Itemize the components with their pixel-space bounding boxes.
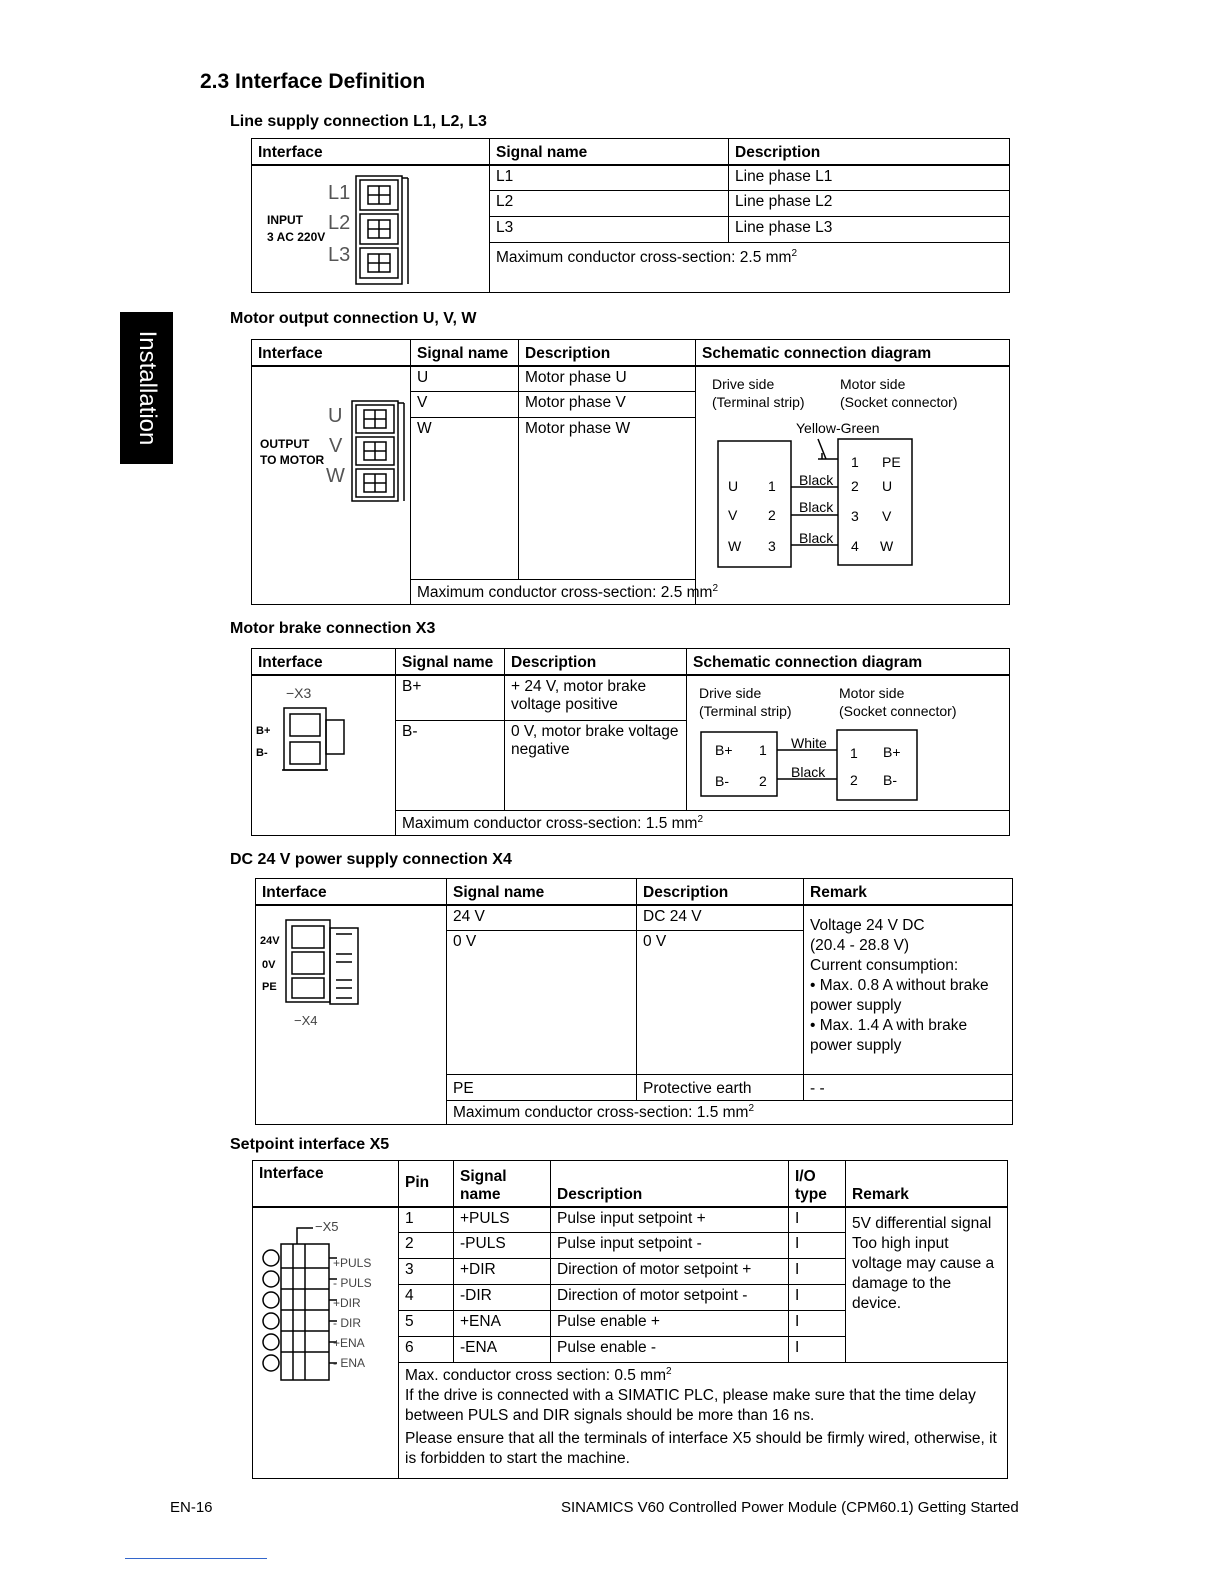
pin-1: 1 [399,1207,454,1233]
header-schematic: Schematic connection diagram [696,340,1010,366]
terminal-label-l3: L3 [328,243,351,266]
line-supply-interface-cell [252,165,490,293]
drive-term-num-1: 1 [768,477,776,494]
signal-dir-plus: +DIR [454,1259,551,1285]
signal-w: W [411,418,519,580]
desc-0v: 0 V [637,931,804,1075]
motor-term-v: V [882,507,892,524]
io-4: I [789,1285,846,1311]
setpoint-interface-cell [253,1207,399,1479]
side-tab [120,312,173,464]
pin-label-3: +DIR [333,1295,361,1310]
ac-label: 3 AC 220V [267,229,326,244]
x4-label: −X4 [294,1012,318,1028]
dc24-interface-cell [256,905,447,1125]
pin-label-2: - PULS [333,1275,372,1290]
motor-term-num-3: 3 [851,507,859,524]
header-remark: Remark [804,879,1013,905]
setpoint-table [252,1160,1008,1479]
setpoint-notes [399,1363,1008,1479]
remark-line-1: Voltage 24 V DC [810,916,925,934]
desc-24v: DC 24 V [637,905,804,931]
signal-l3: L3 [490,217,729,243]
signal-bplus: B+ [396,675,505,721]
drive-term-num-2: 2 [759,772,767,789]
motor-term-num-2: 2 [850,771,858,788]
header-signal-name: Signal name [411,340,519,366]
header-description: Description [729,139,1010,165]
header-interface: Interface [256,879,447,905]
motor-output-terminal-image [252,367,410,607]
header-schematic: Schematic connection diagram [687,649,1010,675]
header-signal-name: Signal name [447,879,637,905]
desc-l1: Line phase L1 [729,165,1010,191]
signal-u: U [411,366,519,392]
io-1: I [789,1207,846,1233]
signal-pe: PE [447,1075,637,1101]
drive-term-u: U [728,477,739,494]
signal-dir-minus: -DIR [454,1285,551,1311]
motor-term-bminus: B- [883,771,897,788]
x5-label: −X5 [315,1218,339,1234]
wire-label-3: Black [799,529,834,546]
remark-bullet-1: • Max. 0.8 A without brake power supply [810,976,1006,1016]
label-0v: 0V [262,958,276,971]
remark-bullet-2: • Max. 1.4 A with brake power supply [810,1016,1006,1056]
pin-label-1: +PULS [333,1255,372,1270]
motor-side-label: Motor side [840,375,906,392]
desc-dir-minus: Direction of motor setpoint - [551,1285,789,1311]
header-io-type: I/O type [789,1161,846,1207]
signal-ena-plus: +ENA [454,1311,551,1337]
signal-bminus: B- [396,721,505,811]
signal-v: V [411,392,519,418]
motor-output-table [251,339,1010,605]
wire-label-black: Black [791,763,826,780]
terminal-label-l1: L1 [328,181,351,204]
header-interface: Interface [253,1161,399,1207]
line-supply-table [251,138,1010,293]
signal-24v: 24 V [447,905,637,931]
motor-term-bplus: B+ [883,743,901,760]
section-heading-motor-brake: Motor brake connection X3 [230,620,436,637]
dc24-table [255,878,1013,1125]
setpoint-note-3: Please ensure that all the terminals of interface X5 should be firmly wired, otherwise, it is forbidden to start the machine. [405,1430,997,1467]
motor-term-num-4: 4 [851,537,859,554]
desc-u: Motor phase U [519,366,696,392]
wire-label-1: Black [799,471,834,488]
header-interface: Interface [252,649,396,675]
header-interface: Interface [252,340,411,366]
section-heading-dc24: DC 24 V power supply connection X4 [230,851,512,868]
setpoint-note-1: Max. conductor cross section: 0.5 $mm^2$ [405,1365,672,1384]
motor-brake-note: Maximum conductor cross-section: 1.5 $mm^2$ [396,811,1010,836]
io-3: I [789,1259,846,1285]
dc24-connector-image [256,906,446,1128]
desc-dir-plus: Direction of motor setpoint + [551,1259,789,1285]
footer-document-title: SINAMICS V60 Controlled Power Module (CPM60.1) Getting Started [561,1499,1019,1516]
motor-term-u: U [882,477,893,494]
footer-link-underline [125,1558,267,1559]
desc-ena-plus: Pulse enable + [551,1311,789,1337]
motor-brake-schematic [687,675,1010,811]
bminus-label: B- [256,746,268,759]
pin-5: 5 [399,1311,454,1337]
header-description: Description [505,649,687,675]
desc-bplus: + 24 V, motor brake voltage positive [505,675,687,721]
pin-2: 2 [399,1233,454,1259]
motor-term-num-1: 1 [850,744,858,761]
setpoint-connector-image [253,1208,398,1478]
terminal-label-l2: L2 [328,211,351,234]
label-pe: PE [262,980,277,993]
header-signal-name: Signal name [396,649,505,675]
signal-ena-minus: -ENA [454,1337,551,1363]
label-24v: 24V [260,934,280,947]
drive-side-label: Drive side [712,375,775,392]
header-interface: Interface [252,139,490,165]
drive-term-v: V [728,506,738,523]
desc-l3: Line phase L3 [729,217,1010,243]
setpoint-remark: 5V differential signal Too high input voltage may cause a damage to the device. [846,1207,1008,1363]
signal-puls-minus: -PULS [454,1233,551,1259]
line-supply-note: Maximum conductor cross-section: 2.5 $mm^2$ [490,243,1010,293]
signal-l2: L2 [490,191,729,217]
motor-output-interface-cell [252,366,411,605]
terminal-label-v: V [329,434,343,457]
motor-brake-connector-image [252,676,395,836]
input-label: INPUT [267,212,303,227]
dc24-note: Maximum conductor cross-section: 1.5 $mm^2$ [447,1101,1013,1125]
motor-brake-interface-cell [252,675,396,836]
io-5: I [789,1311,846,1337]
desc-bminus: 0 V, motor brake voltage negative [505,721,687,811]
terminal-strip-label: (Terminal strip) [712,393,805,410]
socket-connector-label: (Socket connector) [840,393,958,410]
signal-l1: L1 [490,165,729,191]
bplus-label: B+ [256,724,271,737]
signal-puls-plus: +PULS [454,1207,551,1233]
terminal-label-w: W [326,464,345,487]
pin-3: 3 [399,1259,454,1285]
pin-6: 6 [399,1337,454,1363]
terminal-strip-label: (Terminal strip) [699,702,792,719]
header-description: Description [519,340,696,366]
yellow-green-label: Yellow-Green [796,419,880,436]
motor-output-schematic [696,366,1010,605]
motor-brake-table [251,648,1010,836]
setpoint-note-2: If the drive is connected with a SIMATIC PLC, please make sure that the time delay between PULS and DIR signals should be more than 16 ns. [405,1387,976,1424]
pin-4: 4 [399,1285,454,1311]
side-tab-label: Installation [133,330,161,446]
remark-pe: - - [804,1075,1013,1101]
x3-label: −X3 [286,684,312,701]
header-signal-name: Signal name [454,1161,551,1207]
header-remark: Remark [846,1161,1008,1207]
output-label: OUTPUT [260,436,310,451]
dc24-remark [804,905,1013,1075]
drive-term-w: W [728,537,742,554]
drive-term-num-3: 3 [768,537,776,554]
motor-side-label: Motor side [839,684,905,701]
desc-v: Motor phase V [519,392,696,418]
page-title: 2.3 Interface Definition [200,70,426,93]
header-description: Description [551,1161,789,1207]
pin-label-6: - ENA [333,1355,366,1370]
desc-puls-minus: Pulse input setpoint - [551,1233,789,1259]
desc-pe: Protective earth [637,1075,804,1101]
section-heading-setpoint: Setpoint interface X5 [230,1136,390,1153]
desc-w: Motor phase W [519,418,696,580]
drive-term-bminus: B- [715,772,729,789]
header-pin: Pin [399,1161,454,1207]
remark-line-2: (20.4 - 28.8 V) [810,936,910,954]
motor-term-num-1: 1 [851,453,859,470]
motor-term-num-2: 2 [851,477,859,494]
socket-connector-label: (Socket connector) [839,702,957,719]
terminal-label-u: U [328,404,343,427]
wire-label-2: Black [799,498,834,515]
header-signal-name: Signal name [490,139,729,165]
drive-term-num-1: 1 [759,741,767,758]
drive-side-label: Drive side [699,684,762,701]
drive-term-bplus: B+ [715,741,733,758]
io-6: I [789,1337,846,1363]
signal-0v: 0 V [447,931,637,1075]
desc-ena-minus: Pulse enable - [551,1337,789,1363]
footer-page-number: EN-16 [170,1499,213,1516]
desc-l2: Line phase L2 [729,191,1010,217]
motor-output-note: Maximum conductor cross-section: 2.5 $mm^2$ [411,580,1010,605]
motor-brake-wiring-diagram [687,676,1009,810]
motor-term-w: W [880,537,894,554]
io-2: I [789,1233,846,1259]
desc-puls-plus: Pulse input setpoint + [551,1207,789,1233]
drive-term-num-2: 2 [768,506,776,523]
motor-term-pe: PE [882,453,901,470]
wire-label-white: White [791,734,827,751]
remark-line-3: Current consumption: [810,956,959,974]
pin-label-4: - DIR [333,1315,361,1330]
section-heading-motor-output: Motor output connection U, V, W [230,310,477,327]
pin-label-5: +ENA [333,1335,365,1350]
to-motor-label: TO MOTOR [260,452,325,467]
section-heading-line-supply: Line supply connection L1, L2, L3 [230,113,487,130]
header-description: Description [637,879,804,905]
